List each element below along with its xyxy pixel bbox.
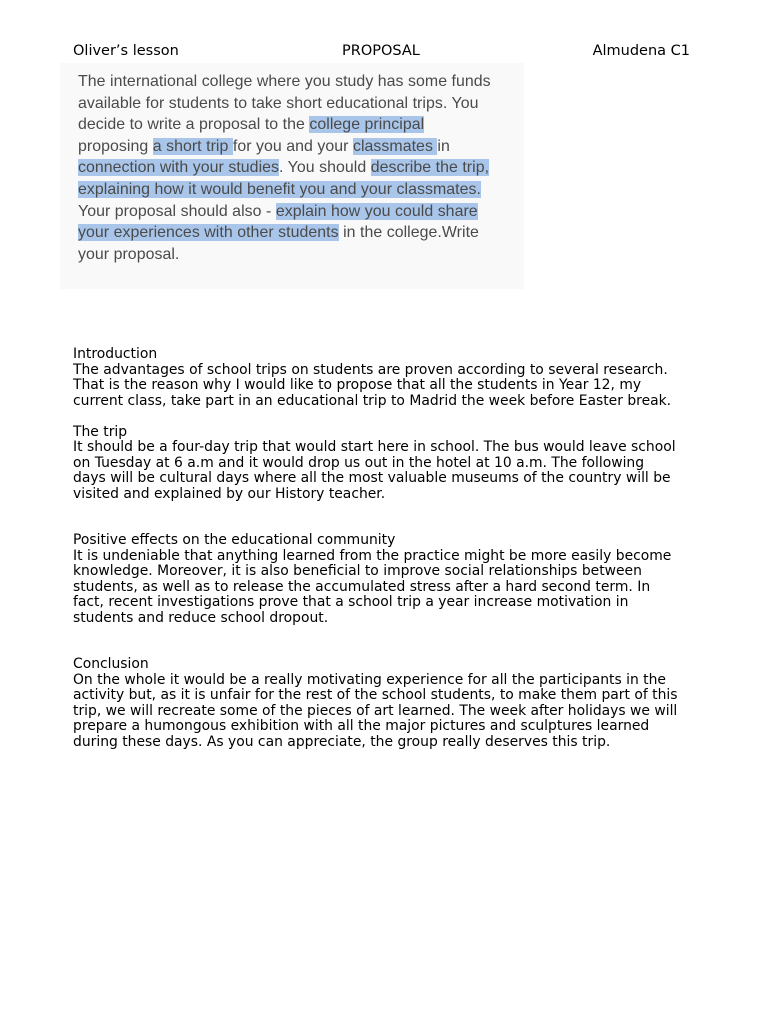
paragraph-line: days will be cultural days where all the most valuable museums of the country will be — [73, 470, 671, 486]
header-lesson: Oliver’s lesson — [73, 43, 179, 59]
task-line — [78, 93, 518, 115]
task-line — [78, 244, 518, 266]
task-text-segment: in — [437, 137, 450, 155]
task-text-segment: your proposal. — [78, 245, 180, 263]
task-text-segment: in the college.Write — [338, 224, 479, 242]
highlighted-text: connection with your studies — [78, 159, 280, 177]
highlighted-text: describe the trip, — [370, 159, 490, 177]
paragraph-line: fact, recent investigations prove that a school trip a year increase motivation in — [73, 594, 629, 610]
section-conclusion — [73, 657, 695, 750]
paragraph-line: activity but, as it is unfair for the rest of the school students, to make them part of this — [73, 687, 678, 703]
paragraph-line: on Tuesday at 6 a.m and it would drop us out in the hotel at 10 a.m. The following — [73, 454, 645, 471]
section-heading: The trip — [73, 423, 128, 440]
task-line — [78, 136, 518, 158]
header-author: Almudena C1 — [592, 43, 690, 59]
paragraph-line: current class, take part in an educational trip to Madrid the week before Easter break. — [73, 392, 672, 409]
paragraph-line: It should be a four-day trip that would start here in school. The bus would leave school — [73, 439, 676, 455]
task-line — [78, 114, 518, 136]
paragraph-line: students, as well as to release the accumulated stress after a hard second term. In — [73, 578, 651, 595]
highlighted-text: your experiences with other students — [78, 224, 339, 242]
task-text-segment: decide to write a proposal to the — [78, 116, 310, 134]
task-line — [78, 201, 518, 223]
paragraph-line: It is undeniable that anything learned from the practice might be more easily become — [73, 547, 672, 564]
task-prompt-text — [78, 71, 518, 265]
highlighted-text: explain how you could share — [275, 202, 478, 220]
section-heading: Positive effects on the educational community — [73, 532, 396, 548]
paragraph-line: trip, we will recreate some of the pieces of art learned. The week after holidays we will — [73, 702, 678, 719]
task-line — [78, 222, 518, 244]
highlighted-text: a short trip — [152, 137, 233, 155]
task-text-segment: Your proposal should also - — [78, 202, 276, 220]
section-positive-effects — [73, 533, 695, 626]
paragraph-line: visited and explained by our History teacher. — [73, 485, 386, 502]
section-heading: Conclusion — [73, 656, 149, 672]
task-line — [78, 71, 518, 93]
header-title: PROPOSAL — [342, 43, 420, 59]
task-text-segment: available for students to take short educational trips. You — [78, 94, 479, 112]
paragraph-line: students and reduce school dropout. — [73, 609, 329, 626]
task-text-segment: . You should — [279, 159, 371, 177]
section-introduction — [73, 347, 695, 409]
task-text-segment: proposing — [78, 137, 153, 155]
proposal-body — [73, 347, 695, 750]
section-heading: Introduction — [73, 346, 158, 362]
paragraph-line: On the whole it would be a really motivating experience for all the participants in the — [73, 671, 666, 688]
task-line — [78, 157, 518, 179]
page-header — [73, 42, 690, 62]
task-line — [78, 179, 518, 201]
highlighted-text: classmates — [352, 137, 438, 155]
section-the-trip — [73, 425, 695, 503]
paragraph-line: That is the reason why I would like to propose that all the students in Year 12, my — [73, 377, 642, 393]
highlighted-text: explaining how it would benefit you and your classmates. — [78, 180, 481, 198]
paragraph-line: during these days. As you can appreciate, the group really deserves this trip. — [73, 733, 611, 750]
task-text-segment: for you and your — [232, 137, 353, 155]
paragraph-line: prepare a humongous exhibition with all the major pictures and sculptures learned — [73, 718, 650, 734]
paragraph-line: knowledge. Moreover, it is also beneficial to improve social relationships between — [73, 563, 642, 579]
task-text-segment: The international college where you study has some funds — [78, 73, 491, 90]
paragraph-line: The advantages of school trips on students are proven according to several research. — [73, 361, 668, 378]
task-prompt-image — [60, 63, 524, 289]
highlighted-text: college principal — [309, 116, 425, 134]
